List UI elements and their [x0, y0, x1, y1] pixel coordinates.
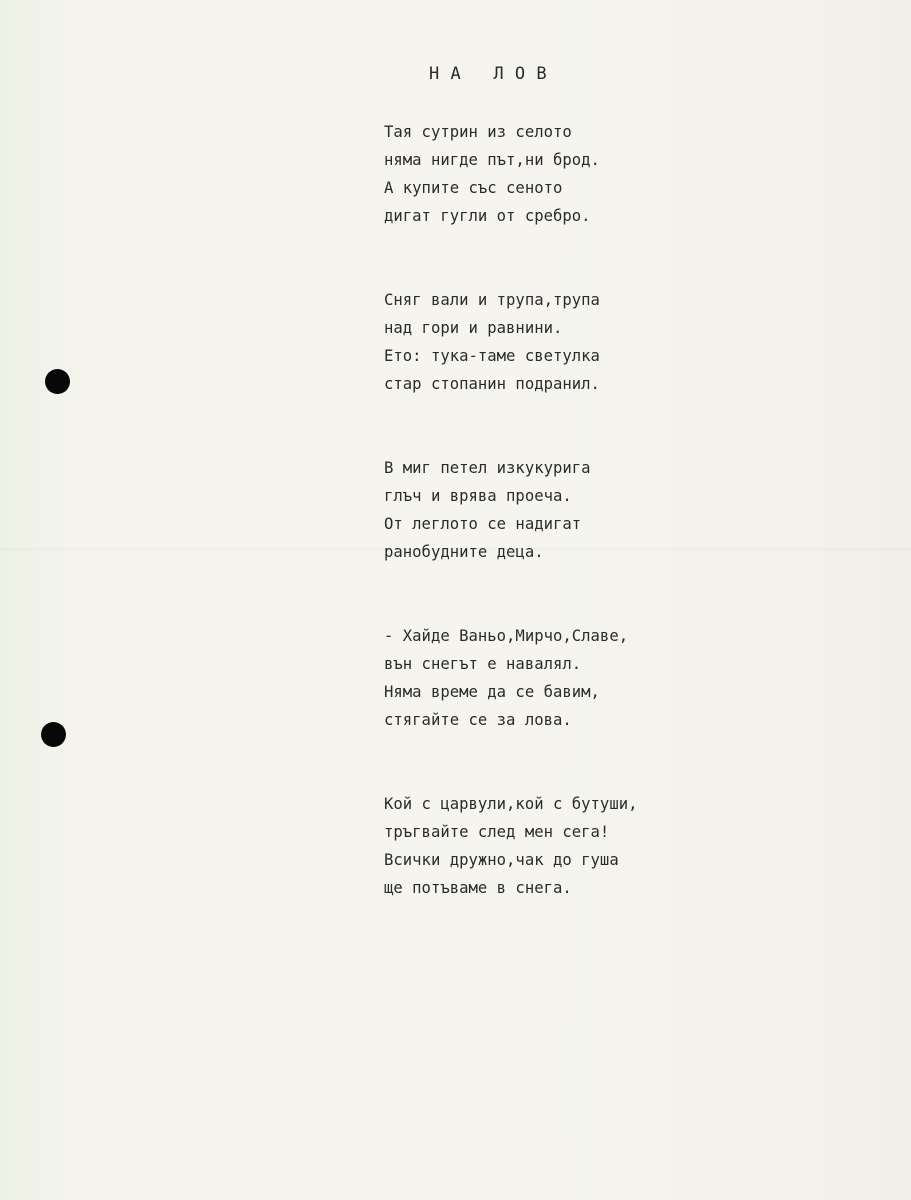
poem-line: тръгвайте след мен сега! — [384, 823, 610, 841]
punch-hole-bottom — [41, 722, 66, 747]
poem-line: няма нигде път,ни брод. — [384, 151, 600, 169]
poem-line: Сняг вали и трупа,трупа — [384, 291, 600, 309]
stanza-4 — [384, 622, 628, 734]
poem-line: ранобудните деца. — [384, 543, 544, 561]
poem-line: глъч и врява проеча. — [384, 487, 572, 505]
poem-line: Ето: тука-таме светулка — [384, 347, 600, 365]
poem-line: ще потъваме в снега. — [384, 879, 572, 897]
punch-hole-top — [45, 369, 70, 394]
poem-line: дигат гугли от сребро. — [384, 207, 591, 225]
poem-title: Н А Л О В — [429, 64, 548, 84]
poem-line: В миг петел изкукурига — [384, 459, 591, 477]
stanza-3 — [384, 454, 591, 566]
poem-line: стягайте се за лова. — [384, 711, 572, 729]
stanza-5 — [384, 790, 637, 902]
poem-line: Всички дружно,чак до гуша — [384, 851, 619, 869]
poem-line: - Хайде Ваньо,Мирчо,Славе, — [384, 627, 629, 645]
poem-line: над гори и равнини. — [384, 319, 563, 337]
poem-line: А купите със сеното — [384, 179, 563, 197]
poem-line: От леглото се надигат — [384, 515, 582, 533]
poem-line: Тая сутрин из селото — [384, 123, 572, 141]
stanza-2 — [384, 286, 600, 398]
poem-line: вън снегът е навалял. — [384, 655, 582, 673]
stanza-1 — [384, 118, 600, 230]
poem-line: стар стопанин подранил. — [384, 375, 600, 393]
poem-line: Няма време да се бавим, — [384, 683, 600, 701]
poem-line: Кой с царвули,кой с бутуши, — [384, 795, 638, 813]
